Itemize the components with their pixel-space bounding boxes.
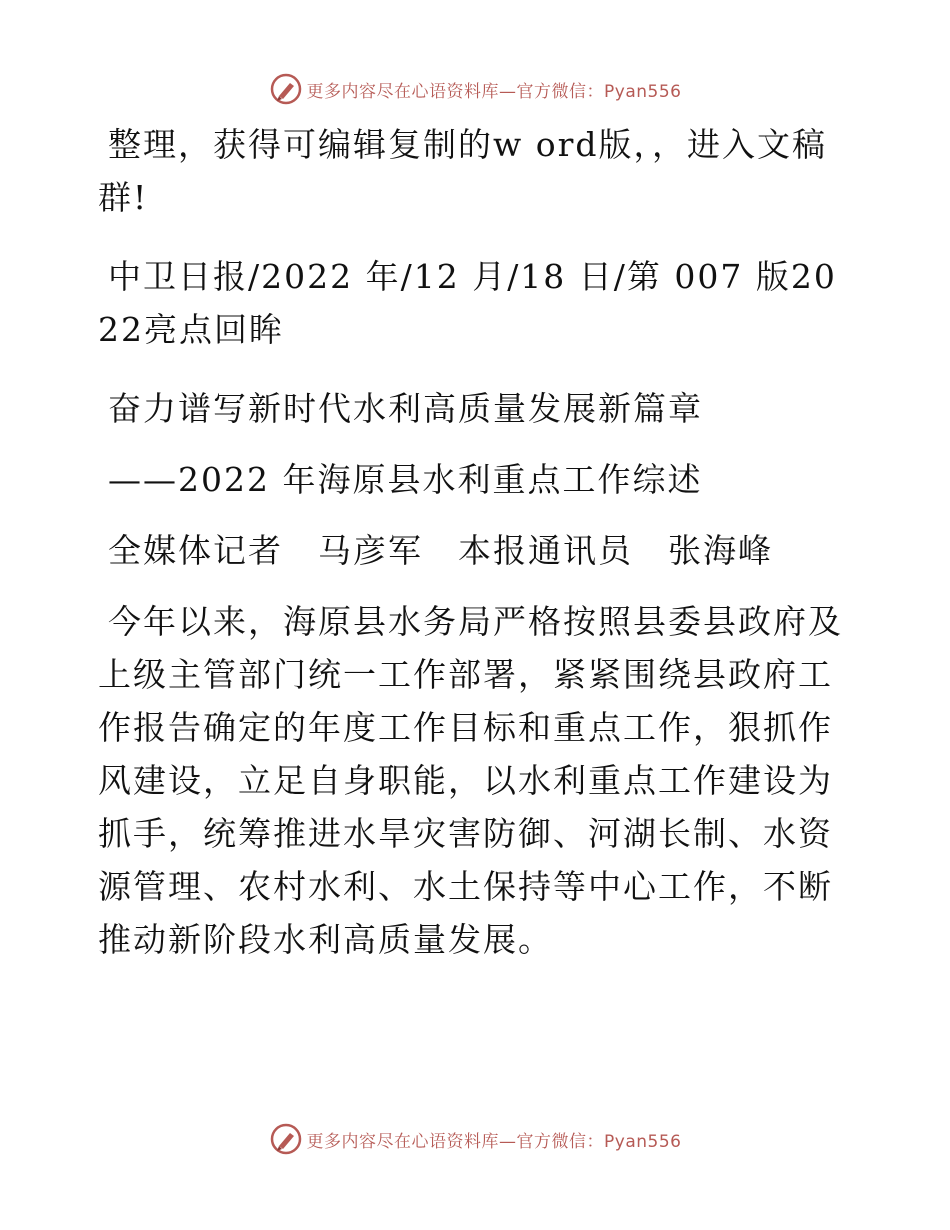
article-title: 奋力谱写新时代水利高质量发展新篇章 xyxy=(108,389,703,428)
document-body xyxy=(98,118,858,966)
watermark-banner-bottom xyxy=(0,1122,950,1156)
watermark-text: 更多内容尽在心语资料库—官方微信：Pyan556 xyxy=(306,81,682,102)
byline: 全媒体记者 马彦军 本报通讯员 张海峰 xyxy=(108,531,773,570)
watermark-banner-top xyxy=(0,72,950,106)
pen-circle-icon xyxy=(269,1122,303,1156)
intro-paragraph: 整理，获得可编辑复制的w ord版，，进入文稿群! xyxy=(98,125,828,217)
article-subtitle: ——2022 年海原县水利重点工作综述 xyxy=(108,460,703,499)
body-paragraph: 今年以来，海原县水务局严格按照县委县政府及上级主管部门统一工作部署，紧紧围绕县政府工作报告确定的年度工作目标和重点工作，狠抓作风建设，立足自身职能，以水利重点工作建设为抓手，统筹推进水旱灾害防御、河湖长制、水资源管理、农村水利、水土保持等中心工作，不断推动新阶段水利高质量发展。 xyxy=(98,602,843,959)
pen-circle-icon xyxy=(269,72,303,106)
source-line: 中卫日报/2022 年/12 月/18 日/第 007 版2022亮点回眸 xyxy=(98,257,837,349)
watermark-text: 更多内容尽在心语资料库—官方微信：Pyan556 xyxy=(306,1131,682,1152)
